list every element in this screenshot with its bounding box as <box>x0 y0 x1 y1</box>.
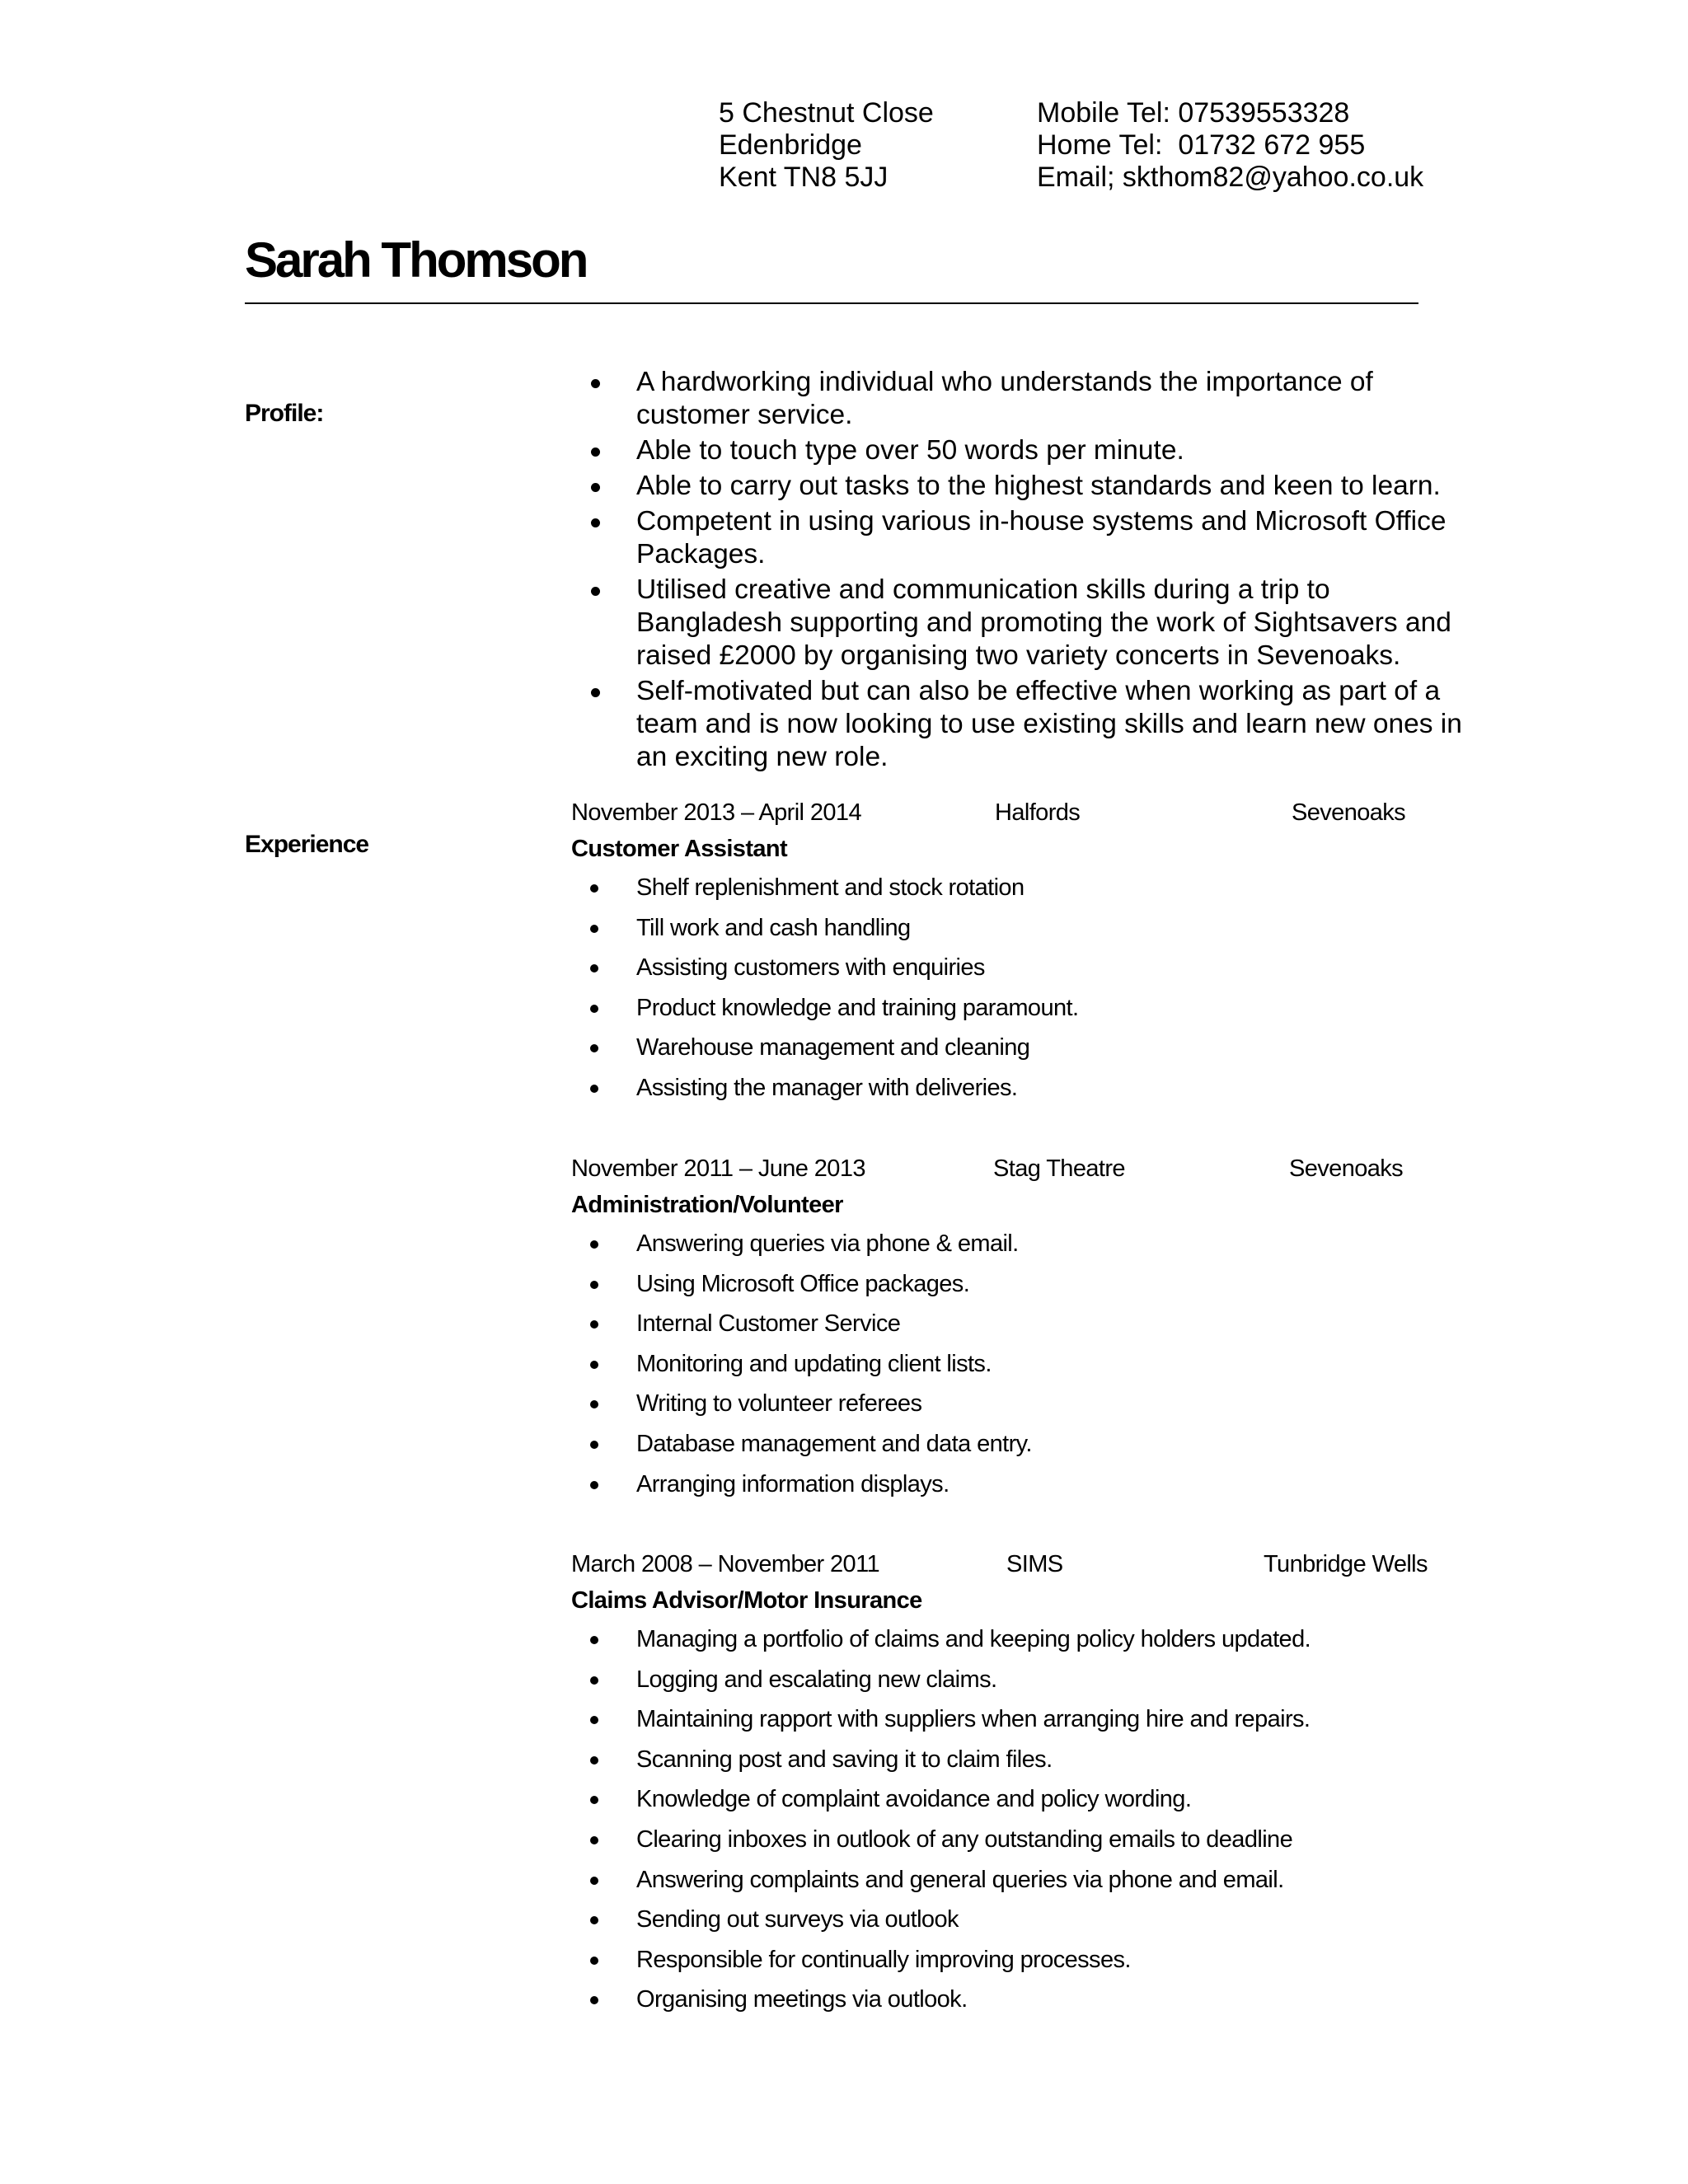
address-line-1: 5 Chestnut Close <box>719 97 934 129</box>
profile-item: Able to carry out tasks to the highest standards and keen to learn. <box>574 470 1481 503</box>
duty-list <box>571 1226 1478 1507</box>
duty-item: Managing a portfolio of claims and keeping policy holders updated. <box>571 1622 1478 1662</box>
duty-item: Answering complaints and general queries via phone and email. <box>571 1863 1478 1903</box>
experience-label: Experience <box>245 831 369 858</box>
duty-item: Product knowledge and training paramount. <box>571 991 1478 1031</box>
job-title: Claims Advisor/Motor Insurance <box>571 1587 922 1614</box>
duty-item: Maintaining rapport with suppliers when arranging hire and repairs. <box>571 1702 1478 1742</box>
duty-item: Knowledge of complaint avoidance and policy wording. <box>571 1782 1478 1822</box>
mobile-tel: Mobile Tel: 07539553328 <box>1037 97 1350 129</box>
header-divider <box>245 302 1418 304</box>
profile-label: Profile: <box>245 400 324 427</box>
profile-item: A hardworking individual who understands the importance of customer service. <box>574 366 1481 432</box>
duty-item: Sending out surveys via outlook <box>571 1902 1478 1943</box>
duty-item: Arranging information displays. <box>571 1467 1478 1507</box>
duty-item: Using Microsoft Office packages. <box>571 1267 1478 1307</box>
address-line-2: Edenbridge <box>719 129 862 161</box>
candidate-name: Sarah Thomson <box>245 232 587 288</box>
duty-item: Writing to volunteer referees <box>571 1386 1478 1427</box>
job-location: Sevenoaks <box>1292 799 1406 826</box>
job-entry <box>571 799 1478 1111</box>
duty-item: Organising meetings via outlook. <box>571 1982 1478 2022</box>
job-meta <box>571 799 1478 832</box>
duty-list <box>571 1622 1478 2022</box>
job-dates: March 2008 – November 2011 <box>571 1551 879 1577</box>
duty-item: Answering queries via phone & email. <box>571 1226 1478 1267</box>
job-meta <box>571 1551 1478 1584</box>
email: Email; skthom82@yahoo.co.uk <box>1037 162 1424 193</box>
job-dates: November 2011 – June 2013 <box>571 1155 865 1182</box>
profile-item: Competent in using various in-house systems and Microsoft Office Packages. <box>574 505 1481 571</box>
duty-item: Warehouse management and cleaning <box>571 1030 1478 1071</box>
address-line-3: Kent TN8 5JJ <box>719 162 889 193</box>
job-employer: Stag Theatre <box>993 1155 1125 1182</box>
home-tel: Home Tel: 01732 672 955 <box>1037 129 1366 161</box>
duty-item: Assisting customers with enquiries <box>571 950 1478 991</box>
job-meta <box>571 1155 1478 1188</box>
profile-item: Able to touch type over 50 words per minute. <box>574 434 1481 467</box>
duty-item: Responsible for continually improving processes. <box>571 1943 1478 1983</box>
duty-item: Internal Customer Service <box>571 1306 1478 1347</box>
job-location: Tunbridge Wells <box>1264 1551 1428 1577</box>
duty-item: Shelf replenishment and stock rotation <box>571 870 1478 911</box>
job-location: Sevenoaks <box>1289 1155 1404 1182</box>
job-employer: Halfords <box>995 799 1081 826</box>
duty-item: Database management and data entry. <box>571 1427 1478 1467</box>
job-dates: November 2013 – April 2014 <box>571 799 861 826</box>
profile-list <box>574 366 1481 776</box>
duty-item: Till work and cash handling <box>571 911 1478 951</box>
job-title: Customer Assistant <box>571 836 788 862</box>
profile-item: Utilised creative and communication skills during a trip to Bangladesh supporting and promoting the work of Sightsavers and raised £2000 by organising two variety concerts in Sevenoaks. <box>574 574 1481 673</box>
job-employer: SIMS <box>1006 1551 1063 1577</box>
duty-item: Monitoring and updating client lists. <box>571 1347 1478 1387</box>
profile-item: Self-motivated but can also be effective when working as part of a team and is now looking to use existing skills and learn new ones in an exciting new role. <box>574 675 1481 774</box>
job-title: Administration/Volunteer <box>571 1192 843 1218</box>
duty-list <box>571 870 1478 1111</box>
job-entry <box>571 1155 1478 1507</box>
duty-item: Assisting the manager with deliveries. <box>571 1071 1478 1111</box>
duty-item: Logging and escalating new claims. <box>571 1662 1478 1703</box>
duty-item: Clearing inboxes in outlook of any outstanding emails to deadline <box>571 1822 1478 1863</box>
job-entry <box>571 1551 1478 2022</box>
duty-item: Scanning post and saving it to claim files. <box>571 1742 1478 1783</box>
